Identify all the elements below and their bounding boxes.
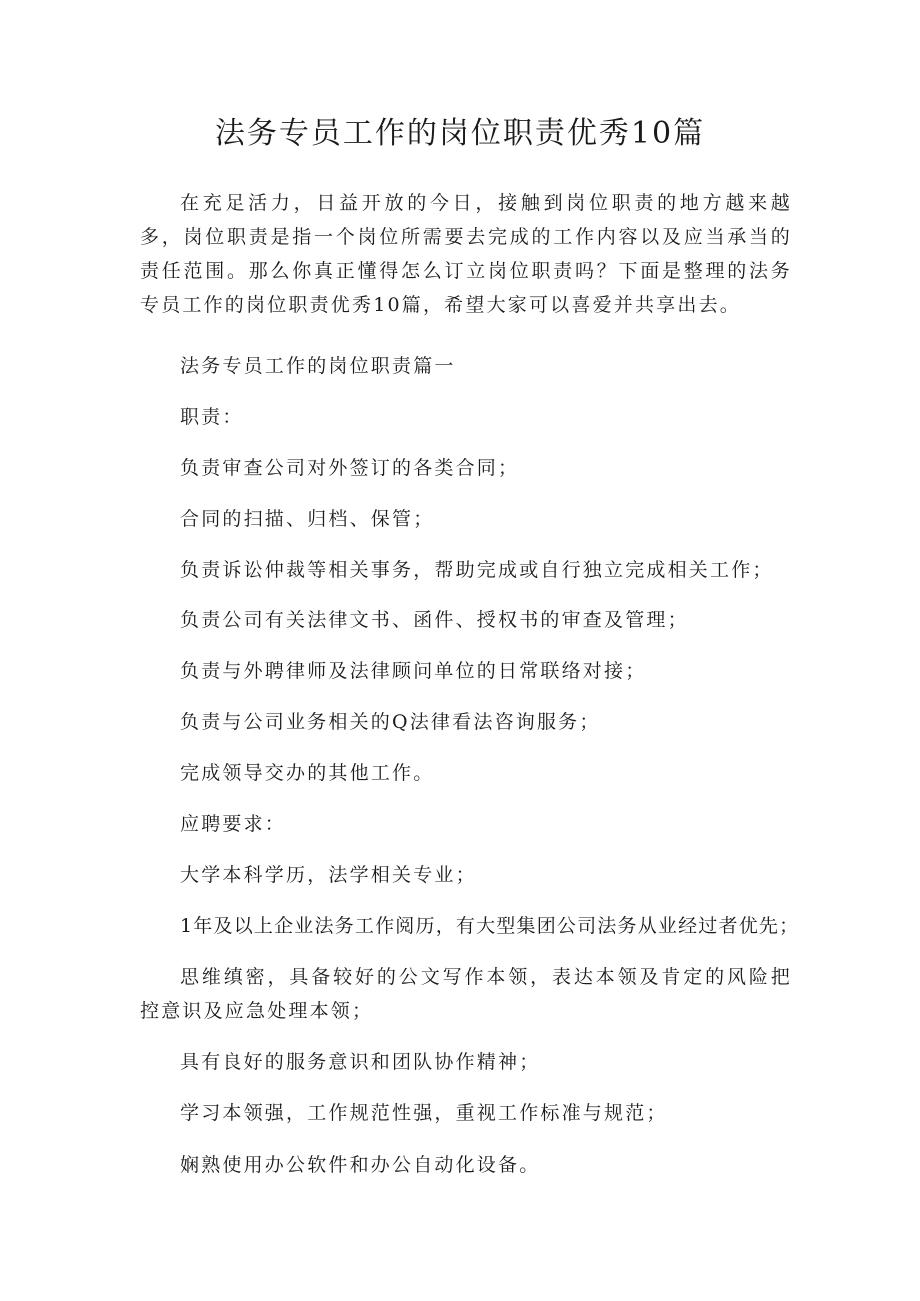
requirement-item: 1年及以上企业法务工作阅历，有大型集团公司法务从业经过者优先； [180, 915, 800, 937]
requirements-label: 应聘要求： [180, 813, 287, 835]
intro-paragraph: 在充足活力，日益开放的今日，接触到岗位职责的地方越来越多，岗位职责是指一个岗位所需要去完成的工作内容以及应当承当的责任范围。那么你真正懂得怎么订立岗位职责吗？下面是整理的法务专员工作的岗位职责优秀10篇，希望大家可以喜爱并共享出去。 [140, 192, 792, 316]
requirement-item: 学习本领强，工作规范性强，重视工作标准与规范； [180, 1102, 668, 1124]
requirement-item: 娴熟使用办公软件和办公自动化设备。 [180, 1154, 541, 1176]
duty-item: 负责公司有关法律文书、函件、授权书的审查及管理； [180, 609, 689, 631]
requirement-item: 大学本科学历，法学相关专业； [180, 864, 477, 886]
duty-item: 负责审查公司对外签订的各类合同； [180, 457, 520, 479]
duty-item: 负责与外聘律师及法律顾问单位的日常联络对接； [180, 660, 647, 682]
duty-item: 负责与公司业务相关的Q法律看法咨询服务； [180, 711, 601, 733]
duty-item: 合同的扫描、归档、保管； [180, 508, 435, 530]
requirement-item: 思维缜密，具备较好的公文写作本领，表达本领及肯定的风险把控意识及应急处理本领； [140, 966, 792, 1022]
requirement-item: 具有良好的服务意识和团队协作精神； [180, 1051, 541, 1073]
duty-item: 完成领导交办的其他工作。 [180, 762, 435, 784]
duty-item: 负责诉讼仲裁等相关事务，帮助完成或自行独立完成相关工作； [180, 559, 774, 581]
document-title: 法务专员工作的岗位职责优秀10篇 [214, 116, 706, 151]
section-heading: 法务专员工作的岗位职责篇一 [180, 355, 456, 377]
duties-label: 职责： [180, 406, 244, 428]
